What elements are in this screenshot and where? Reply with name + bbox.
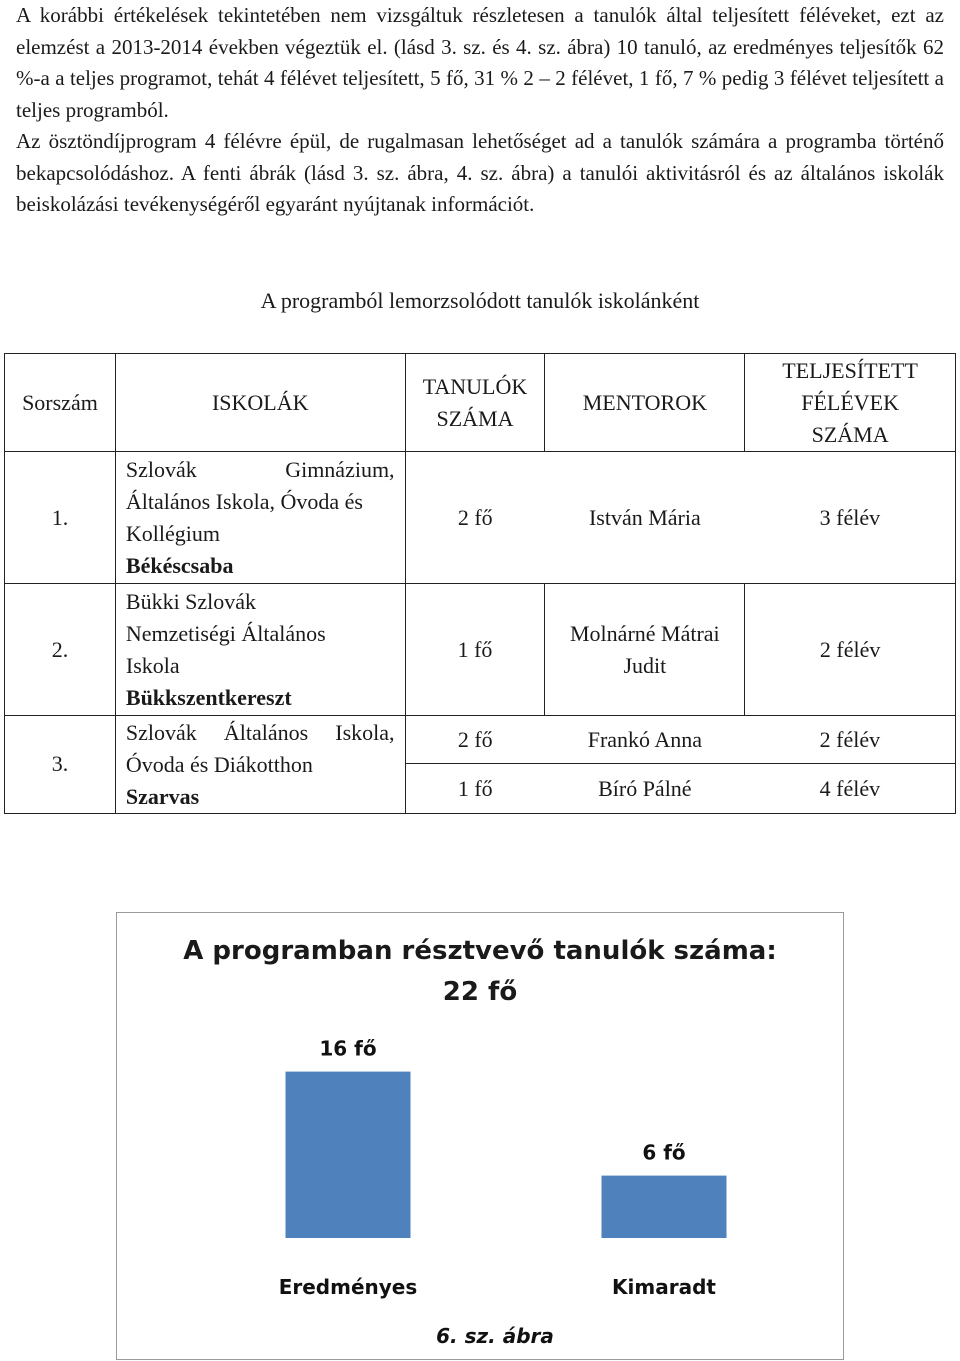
bar-eredményes	[286, 1072, 411, 1238]
table-header-row	[5, 354, 956, 452]
chart-title: A programban résztvevő tanulók száma: 22 fő	[183, 936, 777, 1007]
header-sorszam: Sorszám	[5, 354, 116, 452]
bar-kimaradt	[602, 1176, 727, 1238]
category-label: Kimaradt	[612, 1275, 716, 1299]
mentor-name: Frankó Anna	[545, 716, 745, 764]
dropout-table	[4, 353, 956, 814]
mentor-name: István Mária	[545, 452, 745, 584]
table-title: A programból lemorzsolódott tanulók iskolánként	[260, 288, 700, 313]
school-city: Szarvas	[125, 783, 200, 809]
school-city: Békéscsaba	[125, 552, 234, 578]
header-felevek: TELJESÍTETT FÉLÉVEK SZÁMA	[745, 354, 956, 452]
students-count: 2 fő	[405, 716, 545, 764]
header-mentorok: MENTOROK	[545, 354, 745, 452]
figure-caption: 6. sz. ábra	[436, 1324, 554, 1348]
header-iskolak: ISKOLÁK	[115, 354, 405, 452]
program-paragraph: Az ösztöndíjprogram 4 félévre épül, de rugalmasan lehetőséget ad a tanulók számára a programba történő bekapcsolódáshoz. A fenti ábrák (lásd 3. sz. ábra, 4. sz. ábra) a tanulói aktivitásról és az általános iskolák beiskolázási tevékenységéről egyaránt nyújtanak információt.	[16, 129, 944, 216]
semesters-count: 2 félév	[745, 716, 956, 764]
chart-container	[116, 912, 844, 1360]
students-count: 1 fő	[405, 764, 545, 814]
intro-paragraph: A korábbi értékelések tekintetében nem vizsgáltuk részletesen a tanulók által teljesített féléveket, ezt az elemzést a 2013-2014 években végeztük el. (lásd 3. sz. és 4. sz. ábra) 10 tanuló, az eredményes teljesítők 62 %-a a teljes programot, tehát 4 félévet teljesített, 5 fő, 31 % 2 – 2 félévet, 1 fő, 7 % pedig 3 félévet teljesített a teljes programból.	[16, 3, 944, 122]
semesters-count: 3 félév	[745, 452, 956, 584]
header-tanulok: TANULÓK SZÁMA	[405, 354, 545, 452]
data-label: 6 fő	[642, 1140, 686, 1165]
row-number: 1.	[5, 452, 116, 584]
students-count: 1 fő	[405, 584, 545, 716]
bar-chart	[117, 913, 843, 1359]
data-label: 16 fő	[319, 1036, 377, 1061]
mentor-name: Molnárné Mátrai Judit	[545, 584, 745, 716]
mentor-name: Bíró Pálné	[545, 764, 745, 814]
category-label: Eredményes	[278, 1275, 418, 1299]
table-row	[5, 452, 956, 584]
table-row	[5, 584, 956, 716]
semesters-count: 2 félév	[745, 584, 956, 716]
table-row	[5, 716, 956, 764]
students-count: 2 fő	[405, 452, 545, 584]
school-cell: Szlovák Gimnázium, Általános Iskola, Óvoda és Kollégium Békéscsaba	[115, 452, 405, 584]
school-city: Bükkszentkereszt	[125, 684, 292, 710]
semesters-count: 4 félév	[745, 764, 956, 814]
row-number: 3.	[5, 716, 116, 814]
row-number: 2.	[5, 584, 116, 716]
school-cell: Bükki Szlovák Nemzetiségi Általános Iskola Bükkszentkereszt	[115, 584, 405, 716]
school-cell: Szlovák Általános Iskola, Óvoda és Diákotthon Szarvas	[115, 716, 405, 814]
